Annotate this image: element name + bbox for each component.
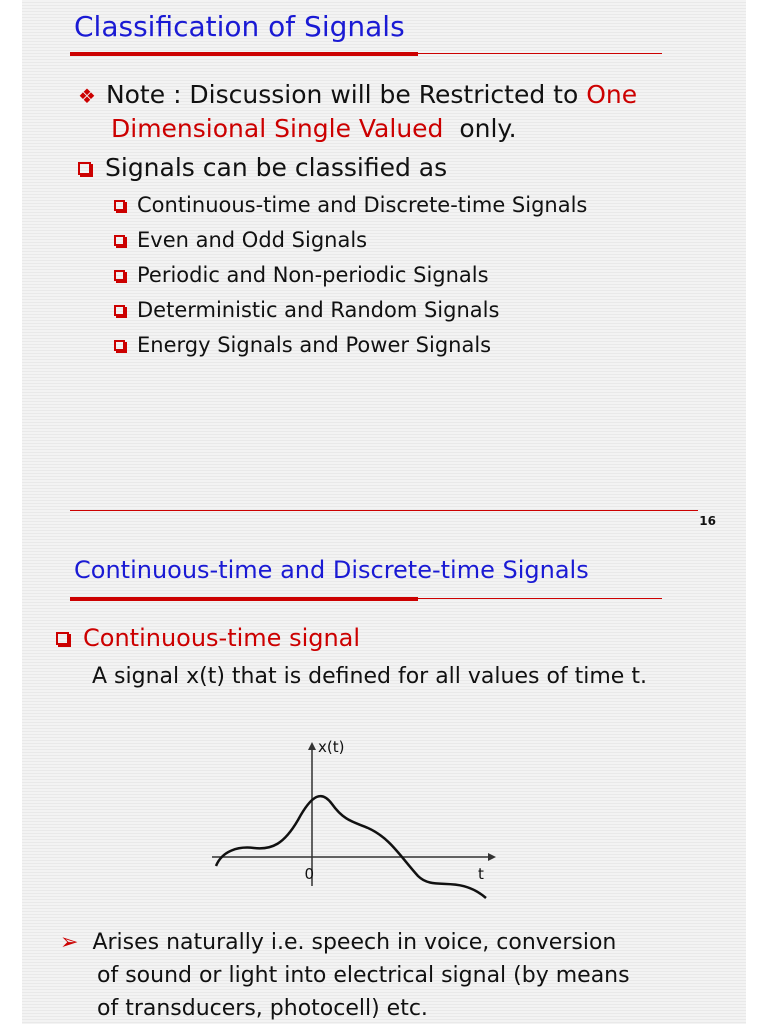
list-item <box>114 228 367 252</box>
note-line-text: of transducers, photocell) etc. <box>97 996 428 1021</box>
checkbox-bullet-icon <box>114 305 125 316</box>
note-continuation <box>111 114 517 143</box>
note-line <box>60 926 630 959</box>
x-axis-label: t <box>478 865 484 883</box>
signal-curve <box>216 796 486 898</box>
list-item <box>114 193 587 217</box>
list-item-text: Continuous-time and Discrete-time Signals <box>137 193 588 217</box>
note-line-text: Arises naturally i.e. speech in voice, conversion <box>92 930 617 955</box>
note-highlight-2: Dimensional Single Valued <box>111 114 444 143</box>
heading-bullet <box>56 624 360 652</box>
list-item-text: Periodic and Non-periodic Signals <box>137 263 489 287</box>
list-item <box>114 298 499 322</box>
checkbox-bullet-icon <box>78 162 91 175</box>
slide-title: Continuous-time and Discrete-time Signals <box>74 556 589 584</box>
note-highlight-1: One <box>586 80 638 109</box>
slide-separator <box>70 510 698 511</box>
slide-title: Classification of Signals <box>74 10 405 43</box>
list-item <box>114 263 489 287</box>
title-underline-thin <box>418 53 662 54</box>
checkbox-bullet-icon <box>114 200 125 211</box>
title-underline-thick <box>70 597 418 601</box>
note-bullet <box>78 80 637 109</box>
slide-classification <box>22 0 746 500</box>
diamond-bullet-icon: ❖ <box>78 84 96 108</box>
definition-text: A signal x(t) that is defined for all values of time t. <box>92 664 647 689</box>
time-axis-arrow-icon <box>488 853 496 861</box>
checkbox-bullet-icon <box>114 235 125 246</box>
checkbox-bullet-icon <box>114 340 125 351</box>
title-underline-thick <box>70 52 418 56</box>
list-item-text: Energy Signals and Power Signals <box>137 333 492 357</box>
list-item-text: Deterministic and Random Signals <box>137 298 500 322</box>
list-item-text: Even and Odd Signals <box>137 228 368 252</box>
continuous-heading: Continuous-time signal <box>83 624 361 652</box>
checkbox-bullet-icon <box>114 270 125 281</box>
note-line-text: of sound or light into electrical signal (by means <box>97 963 630 988</box>
origin-label: 0 <box>304 865 314 883</box>
amplitude-axis-arrow-icon <box>308 742 316 750</box>
signal-graph <box>202 736 522 916</box>
title-underline-thin <box>418 598 662 599</box>
intro-text: Signals can be classified as <box>105 153 448 182</box>
list-item <box>114 333 491 357</box>
y-axis-label: x(t) <box>318 738 345 756</box>
page-number: 16 <box>699 514 716 528</box>
intro-bullet <box>78 153 447 182</box>
note-paragraph <box>60 926 630 1025</box>
note-suffix: only. <box>459 114 517 143</box>
checkbox-bullet-icon <box>56 632 69 645</box>
slide-continuous-discrete <box>22 540 746 1024</box>
note-text: Note : Discussion will be Restricted to <box>105 80 587 109</box>
arrow-bullet-icon: ➢ <box>60 930 79 955</box>
